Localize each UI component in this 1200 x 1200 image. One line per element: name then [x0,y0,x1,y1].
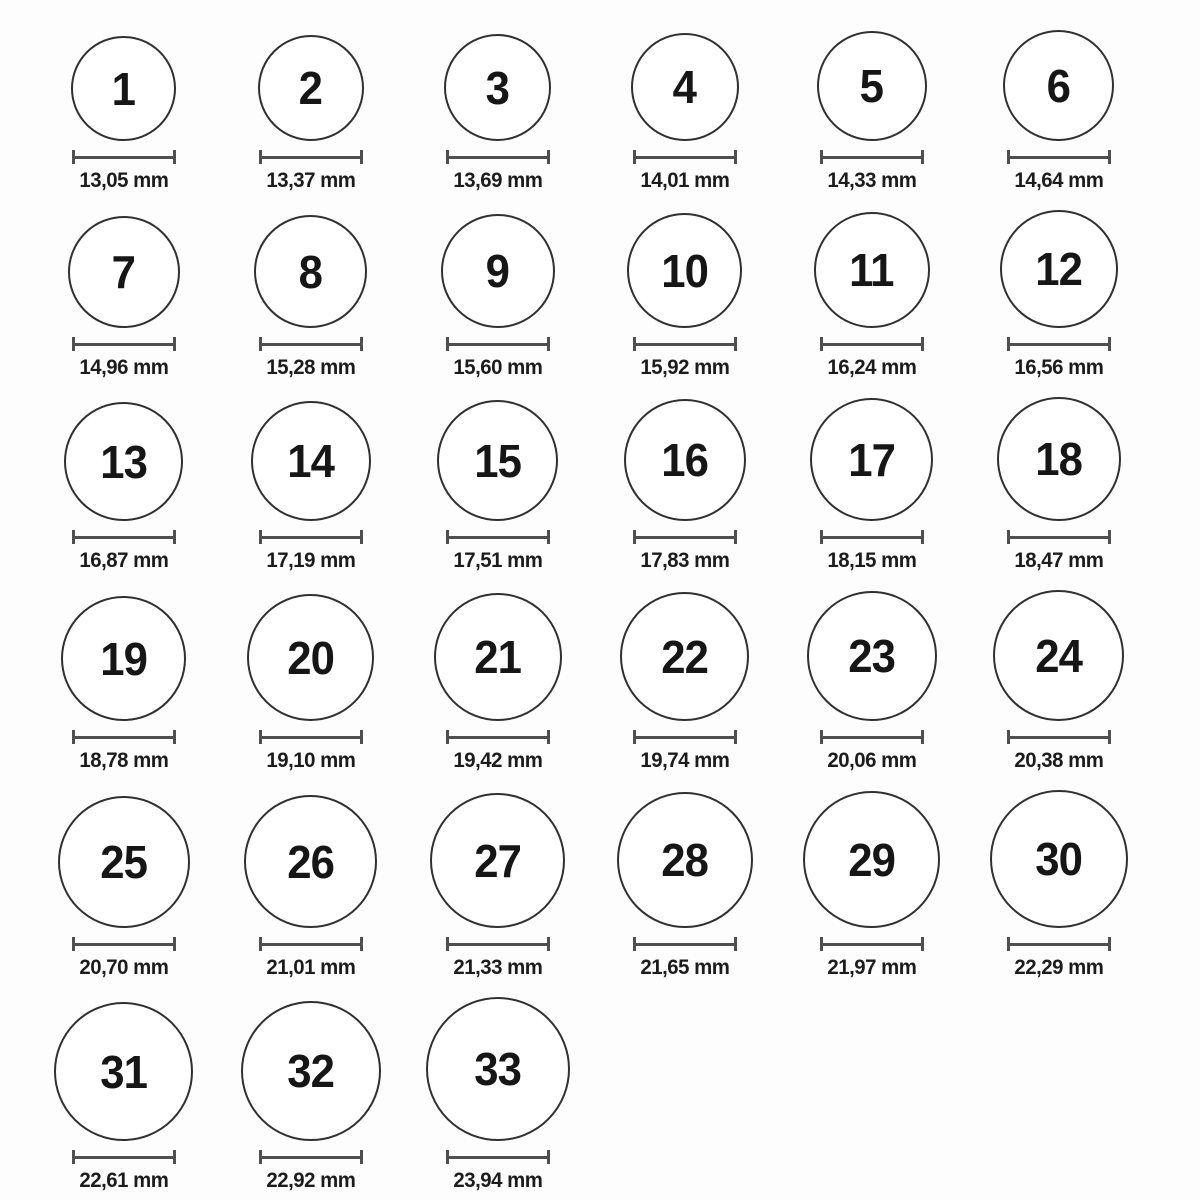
ring-size-item [217,795,404,981]
dimension-bar [823,943,921,946]
dimension-bar [823,736,921,739]
dimension-bar [262,943,360,946]
ring-size-item [30,1002,217,1194]
ring-size-item [217,215,404,381]
diameter-dimension-line [259,530,363,544]
ring-size-number: 3 [485,61,510,114]
diameter-label: 19,10 mm [266,749,355,772]
dimension-bar [75,343,173,346]
diameter-label: 19,74 mm [640,749,729,772]
ring-size-item [778,212,965,381]
ring-circle [61,596,186,721]
ring-size-item [404,997,591,1194]
diameter-label: 21,01 mm [266,956,355,979]
dimension-bar [823,536,921,539]
dimension-bar [636,943,734,946]
diameter-label: 13,05 mm [79,169,168,192]
ring-size-item [591,33,778,194]
ring-size-number: 17 [848,433,895,486]
diameter-dimension-line [820,530,924,544]
ring-circle [1003,30,1114,141]
ring-size-number: 32 [287,1045,334,1097]
dimension-bar [262,1156,360,1159]
ring-circle [810,398,933,521]
diameter-label: 15,60 mm [453,356,542,379]
ring-size-number: 4 [672,61,697,113]
diameter-label: 18,78 mm [79,749,168,772]
diameter-label: 14,96 mm [79,356,168,379]
diameter-dimension-line [446,937,550,951]
dimension-bar [636,736,734,739]
ring-size-number: 25 [100,836,147,888]
dimension-end-cap-right [173,337,176,351]
ring-circle [624,399,746,521]
dimension-bar [1010,156,1108,159]
diameter-dimension-line [72,337,176,351]
diameter-label: 18,47 mm [1014,549,1103,572]
dimension-end-cap-right [360,730,363,744]
ring-size-number: 20 [287,631,334,684]
ring-size-number: 1 [111,62,136,115]
diameter-label: 17,19 mm [266,549,355,572]
diameter-dimension-line [820,150,924,164]
ring-size-number: 26 [287,835,334,888]
dimension-end-cap-right [734,337,737,351]
ring-size-row [30,30,1200,194]
ring-circle [430,793,565,928]
ring-size-item [404,593,591,774]
diameter-label: 20,38 mm [1014,749,1103,772]
diameter-label: 14,33 mm [827,169,916,192]
diameter-label: 18,15 mm [827,549,916,572]
ring-size-item [591,792,778,981]
dimension-end-cap-right [173,530,176,544]
ring-size-number: 12 [1035,243,1082,295]
ring-size-number: 23 [848,630,895,682]
diameter-dimension-line [1007,730,1111,744]
diameter-label: 22,92 mm [266,1169,355,1192]
ring-size-item [217,401,404,574]
ring-size-number: 31 [100,1045,147,1098]
dimension-end-cap-right [921,150,924,164]
ring-circle [817,31,927,141]
diameter-label: 22,61 mm [79,1169,168,1192]
diameter-label: 14,01 mm [640,169,729,192]
diameter-dimension-line [72,150,176,164]
ring-circle [58,796,190,928]
ring-size-item [217,1001,404,1194]
ring-size-item [30,796,217,981]
diameter-label: 22,29 mm [1014,956,1103,979]
ring-circle [68,216,180,328]
diameter-label: 16,87 mm [79,549,168,572]
dimension-bar [262,536,360,539]
diameter-label: 20,70 mm [79,956,168,979]
diameter-dimension-line [446,1150,550,1164]
dimension-end-cap-right [360,1150,363,1164]
ring-size-number: 2 [298,62,323,114]
ring-size-number: 22 [661,630,708,683]
ring-size-number: 19 [100,632,147,685]
ring-size-number: 5 [859,60,884,112]
ring-circle [426,997,570,1141]
diameter-label: 19,42 mm [453,749,542,772]
ring-circle [1000,210,1118,328]
dimension-bar [75,536,173,539]
diameter-dimension-line [1007,150,1111,164]
diameter-label: 15,92 mm [640,356,729,379]
dimension-end-cap-right [547,150,550,164]
ring-size-number: 7 [111,246,136,298]
diameter-dimension-line [1007,337,1111,351]
diameter-dimension-line [1007,530,1111,544]
ring-size-number: 29 [848,833,895,886]
ring-size-item [30,36,217,194]
ring-circle [254,215,367,328]
ring-size-item [591,592,778,774]
dimension-end-cap-right [1108,150,1111,164]
diameter-label: 20,06 mm [827,749,916,772]
diameter-label: 17,83 mm [640,549,729,572]
dimension-end-cap-right [734,150,737,164]
dimension-bar [449,1156,547,1159]
ring-size-item [404,214,591,381]
diameter-label: 21,97 mm [827,956,916,979]
ring-circle [627,213,742,328]
ring-size-item [404,34,591,194]
ring-size-item [965,590,1152,774]
ring-size-item [30,402,217,574]
dimension-end-cap-right [1108,937,1111,951]
dimension-bar [1010,536,1108,539]
dimension-end-cap-right [921,530,924,544]
ring-size-number: 16 [661,434,708,486]
ring-size-item [965,210,1152,381]
diameter-dimension-line [259,150,363,164]
dimension-end-cap-right [547,337,550,351]
ring-size-row [30,997,1200,1194]
ring-size-row [30,210,1200,381]
dimension-bar [262,343,360,346]
diameter-dimension-line [820,937,924,951]
ring-size-number: 28 [661,834,708,886]
dimension-end-cap-right [734,730,737,744]
dimension-end-cap-right [734,937,737,951]
diameter-dimension-line [259,337,363,351]
ring-size-number: 24 [1035,629,1082,682]
dimension-end-cap-right [547,530,550,544]
ring-size-item [965,397,1152,574]
diameter-dimension-line [1007,937,1111,951]
dimension-end-cap-right [1108,730,1111,744]
ring-circle [54,1002,193,1141]
ring-size-number: 9 [485,245,510,297]
dimension-bar [449,943,547,946]
ring-size-number: 10 [661,244,708,297]
dimension-end-cap-right [1108,530,1111,544]
dimension-bar [823,156,921,159]
diameter-dimension-line [633,150,737,164]
ring-size-item [404,793,591,981]
ring-circle [241,1001,381,1141]
dimension-end-cap-right [360,150,363,164]
dimension-end-cap-right [173,937,176,951]
ring-size-item [778,591,965,774]
dimension-end-cap-right [1108,337,1111,351]
ring-circle [71,36,176,141]
dimension-end-cap-right [173,150,176,164]
ring-circle [64,402,183,521]
dimension-bar [636,536,734,539]
dimension-end-cap-right [360,937,363,951]
ring-size-item [30,596,217,774]
ring-size-number: 11 [849,244,894,296]
dimension-bar [262,736,360,739]
ring-circle [620,592,749,721]
diameter-dimension-line [633,337,737,351]
diameter-label: 23,94 mm [453,1169,542,1192]
ring-size-number: 18 [1035,433,1082,485]
ring-circle [258,35,364,141]
dimension-bar [262,156,360,159]
ring-size-item [965,30,1152,194]
dimension-bar [75,943,173,946]
dimension-bar [75,156,173,159]
dimension-bar [823,343,921,346]
diameter-dimension-line [446,150,550,164]
ring-size-item [591,213,778,381]
ring-circle [617,792,753,928]
diameter-dimension-line [446,530,550,544]
dimension-bar [449,343,547,346]
diameter-dimension-line [259,1150,363,1164]
dimension-end-cap-right [921,337,924,351]
ring-circle [997,397,1121,521]
ring-size-number: 6 [1046,59,1071,112]
diameter-dimension-line [633,937,737,951]
ring-size-row [30,790,1200,981]
ring-size-number: 8 [298,245,323,298]
ring-circle [251,401,371,521]
dimension-bar [636,343,734,346]
ring-size-number: 27 [474,834,521,887]
dimension-end-cap-right [547,1150,550,1164]
diameter-dimension-line [259,937,363,951]
ring-circle [631,33,739,141]
diameter-label: 13,37 mm [266,169,355,192]
diameter-label: 16,24 mm [827,356,916,379]
ring-size-number: 21 [474,631,521,683]
ring-circle [814,212,930,328]
diameter-label: 15,28 mm [266,356,355,379]
diameter-dimension-line [72,1150,176,1164]
ring-circle [990,790,1128,928]
diameter-dimension-line [820,730,924,744]
ring-size-item [217,594,404,774]
ring-circle [244,795,377,928]
ring-size-item [778,791,965,981]
ring-size-item [778,398,965,574]
ring-size-item [778,31,965,194]
ring-circle [247,594,374,721]
dimension-end-cap-right [547,730,550,744]
ring-size-row [30,590,1200,774]
ring-size-number: 15 [474,434,521,487]
ring-size-number: 14 [287,435,334,487]
dimension-bar [75,736,173,739]
ring-size-item [404,400,591,574]
ring-size-item [30,216,217,381]
diameter-dimension-line [633,730,737,744]
dimension-end-cap-right [173,1150,176,1164]
ring-circle [434,593,562,721]
dimension-bar [1010,343,1108,346]
ring-circle [993,590,1124,721]
ring-circle [441,214,555,328]
dimension-bar [449,156,547,159]
diameter-dimension-line [633,530,737,544]
diameter-label: 21,65 mm [640,956,729,979]
dimension-end-cap-right [734,530,737,544]
ring-circle [437,400,558,521]
diameter-dimension-line [446,337,550,351]
dimension-end-cap-right [360,530,363,544]
dimension-end-cap-right [360,337,363,351]
diameter-label: 16,56 mm [1014,356,1103,379]
diameter-dimension-line [72,937,176,951]
dimension-bar [449,736,547,739]
dimension-bar [75,1156,173,1159]
diameter-label: 14,64 mm [1014,169,1103,192]
dimension-bar [449,536,547,539]
dimension-bar [636,156,734,159]
ring-size-item [217,35,404,194]
diameter-label: 13,69 mm [453,169,542,192]
dimension-bar [1010,736,1108,739]
diameter-dimension-line [72,530,176,544]
dimension-end-cap-right [921,730,924,744]
ring-size-item [965,790,1152,981]
diameter-dimension-line [259,730,363,744]
dimension-bar [1010,943,1108,946]
ring-size-item [591,399,778,574]
ring-size-number: 13 [100,435,147,488]
diameter-label: 21,33 mm [453,956,542,979]
ring-circle [803,791,940,928]
diameter-dimension-line [446,730,550,744]
dimension-end-cap-right [173,730,176,744]
ring-size-number: 33 [474,1043,521,1095]
dimension-end-cap-right [547,937,550,951]
diameter-label: 17,51 mm [453,549,542,572]
ring-circle [807,591,937,721]
ring-size-number: 30 [1035,833,1082,885]
dimension-end-cap-right [921,937,924,951]
diameter-dimension-line [72,730,176,744]
ring-circle [444,34,551,141]
diameter-dimension-line [820,337,924,351]
ring-size-row [30,397,1200,574]
